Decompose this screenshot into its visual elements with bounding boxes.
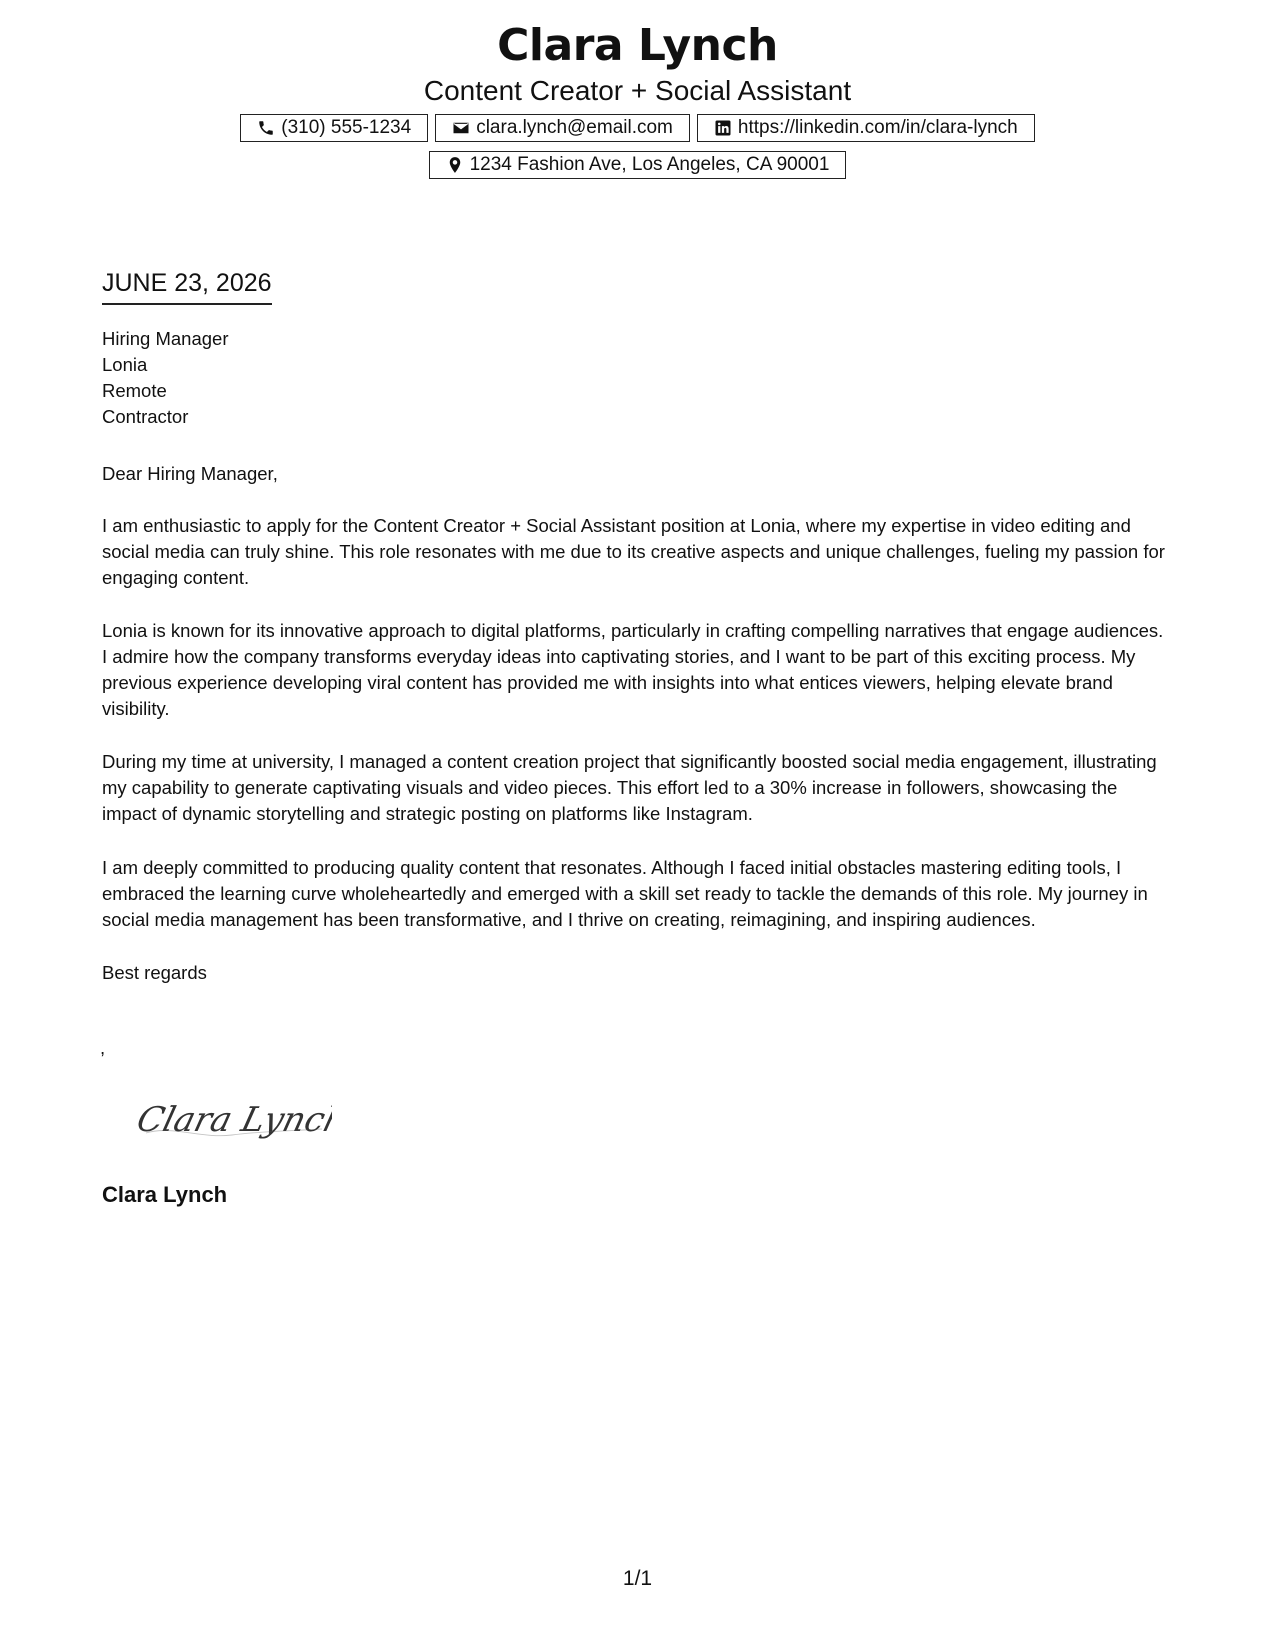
address-contact: [429, 151, 847, 179]
applicant-name: Clara Lynch: [497, 20, 778, 71]
envelope-icon: [452, 119, 470, 137]
letter-header: [0, 18, 1275, 108]
phone-text: (310) 555-1234: [281, 117, 412, 138]
recipient-block: [102, 326, 228, 430]
closing-comma: ,: [100, 1037, 106, 1058]
recipient-line: Contractor: [102, 406, 189, 427]
email-text: clara.lynch@email.com: [476, 117, 673, 138]
contact-row: [0, 114, 1275, 142]
recipient-line: Lonia: [102, 354, 148, 375]
phone-icon: [257, 119, 275, 137]
body-paragraph: Lonia is known for its innovative approach to digital platforms, particularly in crafting compelling narratives that engage audiences. I admire how the company transforms everyday ideas into captivating stories, and I want to be part of this exciting process. My previous experience developing viral content has provided me with insights into what entices viewers, helping elevate brand visibility.: [102, 620, 1164, 719]
address-text: 1234 Fashion Ave, Los Angeles, CA 90001: [469, 154, 830, 175]
signer-name: Clara Lynch: [102, 1182, 228, 1207]
linkedin-icon: [714, 119, 732, 137]
phone-contact[interactable]: [240, 114, 428, 142]
recipient-line: Hiring Manager: [102, 328, 229, 349]
handwritten-signature: [132, 1095, 332, 1147]
map-pin-icon: [446, 156, 464, 174]
recipient-line: Remote: [102, 380, 167, 401]
address-row: [0, 151, 1275, 179]
page-number: 1/1: [622, 1567, 653, 1590]
svg-text:Clara Lynch: Clara Lynch: [132, 1100, 332, 1140]
linkedin-contact[interactable]: [697, 114, 1035, 142]
body-paragraph: I am enthusiastic to apply for the Content Creator + Social Assistant position at Lonia, where my expertise in video editing and social media can truly shine. This role resonates with me due to its creative aspects and unique challenges, fueling my passion for engaging content.: [102, 515, 1165, 588]
body-paragraph: I am deeply committed to producing quality content that resonates. Although I faced initial obstacles mastering editing tools, I embraced the learning curve wholeheartedly and emerged with a skill set ready to tackle the demands of this role. My journey in social media management has been transformative, and I thrive on creating, reimagining, and inspiring audiences.: [102, 857, 1148, 930]
email-contact[interactable]: [435, 114, 690, 142]
body-paragraph: During my time at university, I managed a content creation project that significantly boosted social media engagement, illustrating my capability to generate captivating visuals and video pieces. This effort led to a 30% increase in followers, showcasing the impact of dynamic storytelling and strategic posting on platforms like Instagram.: [102, 751, 1157, 824]
salutation: Dear Hiring Manager,: [102, 463, 278, 484]
closing: Best regards: [102, 962, 207, 983]
linkedin-text: https://linkedin.com/in/clara-lynch: [737, 117, 1018, 138]
applicant-title: Content Creator + Social Assistant: [423, 75, 852, 106]
letter-date: JUNE 23, 2026: [102, 268, 272, 305]
